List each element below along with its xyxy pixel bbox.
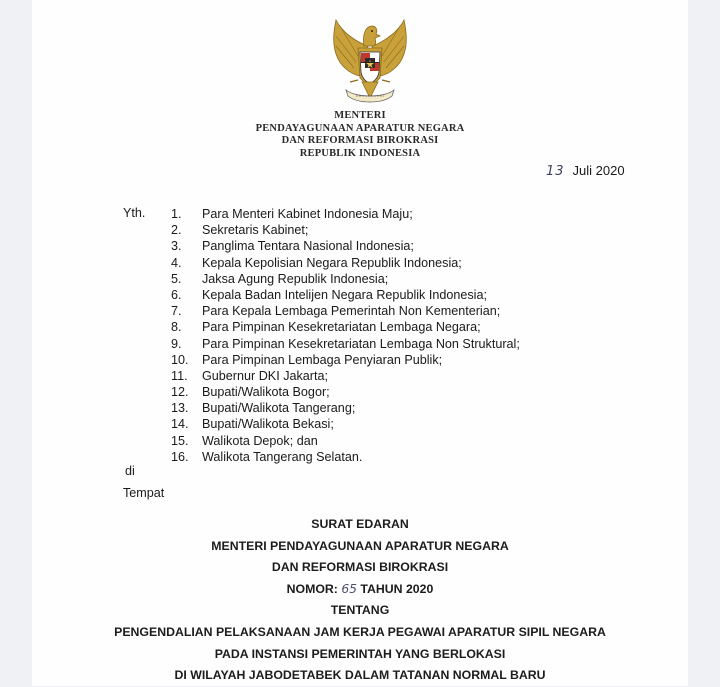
list-number: 4. bbox=[171, 255, 182, 270]
list-number: 16. bbox=[171, 449, 189, 464]
title-line-subject-3: DI WILAYAH JABODETABEK DALAM TATANAN NORMAL BARU bbox=[174, 668, 546, 683]
letterhead bbox=[32, 110, 688, 160]
salutation: Yth. bbox=[123, 206, 146, 220]
title-line-subject-1: PENGENDALIAN PELAKSANAAN JAM KERJA PEGAWAI APARATUR SIPIL NEGARA bbox=[114, 624, 606, 639]
list-number: 12. bbox=[171, 385, 189, 400]
title-line-nomor bbox=[32, 579, 688, 601]
list-text: Walikota Depok; dan bbox=[202, 433, 318, 448]
list-text: Sekretaris Kabinet; bbox=[202, 223, 309, 238]
list-text: Bupati/Walikota Bogor; bbox=[202, 385, 330, 400]
list-number: 1. bbox=[171, 207, 182, 221]
letterhead-line-4: REPUBLIK INDONESIA bbox=[299, 147, 421, 159]
list-number: 7. bbox=[171, 304, 182, 319]
list-number: 8. bbox=[171, 320, 182, 335]
list-text: Bupati/Walikota Bekasi; bbox=[202, 417, 334, 432]
document-page bbox=[32, 0, 688, 686]
list-number: 5. bbox=[171, 271, 182, 286]
list-number: 2. bbox=[171, 223, 182, 238]
tempat-label: Tempat bbox=[123, 486, 165, 500]
garuda-pancasila-emblem-icon bbox=[328, 16, 412, 106]
circular-title-block bbox=[32, 514, 688, 687]
di-label: di bbox=[125, 464, 135, 478]
list-text: Para Kepala Lembaga Pemerintah Non Kementerian; bbox=[202, 304, 501, 319]
list-number: 13. bbox=[171, 401, 189, 416]
list-number: 15. bbox=[171, 433, 189, 448]
list-text: Panglima Tentara Nasional Indonesia; bbox=[202, 239, 414, 254]
title-line-subject-2: PADA INSTANSI PEMERINTAH YANG BERLOKASI bbox=[214, 646, 506, 661]
title-line-menteri: MENTERI PENDAYAGUNAAN APARATUR NEGARA bbox=[211, 538, 509, 553]
title-line-surat-edaran: SURAT EDARAN bbox=[311, 517, 409, 531]
title-line-reformasi: DAN REFORMASI BIROKRASI bbox=[271, 560, 449, 575]
letter-date bbox=[546, 163, 625, 179]
list-text: Para Menteri Kabinet Indonesia Maju; bbox=[202, 207, 413, 221]
list-text: Bupati/Walikota Tangerang; bbox=[202, 401, 356, 416]
date-day-handwritten: 13 bbox=[546, 164, 565, 179]
nomor-handwritten: 65 bbox=[341, 581, 357, 596]
list-number: 9. bbox=[171, 336, 182, 351]
letterhead-line-2: PENDAYAGUNAAN APARATUR NEGARA bbox=[255, 122, 465, 134]
title-line-tentang: TENTANG bbox=[330, 603, 390, 618]
list-text: Kepala Badan Intelijen Negara Republik Indonesia; bbox=[202, 287, 487, 302]
list-text: Jaksa Agung Republik Indonesia; bbox=[202, 271, 389, 286]
list-text: Gubernur DKI Jakarta; bbox=[202, 368, 328, 383]
letterhead-line-3: DAN REFORMASI BIROKRASI bbox=[281, 135, 439, 146]
list-number: 14. bbox=[171, 417, 189, 432]
list-text: Kepala Kepolisian Negara Republik Indonesia; bbox=[202, 255, 462, 270]
list-number: 10. bbox=[171, 352, 189, 367]
list-text: Para Pimpinan Kesekretariatan Lembaga Negara; bbox=[202, 320, 481, 335]
list-number: 6. bbox=[171, 287, 182, 302]
list-text: Para Pimpinan Lembaga Penyiaran Publik; bbox=[202, 352, 443, 367]
date-month-year: Juli 2020 bbox=[572, 163, 625, 178]
list-number: 11. bbox=[171, 368, 188, 383]
list-number: 3. bbox=[171, 239, 182, 254]
nomor-suffix: TAHUN 2020 bbox=[360, 581, 434, 596]
nomor-prefix: NOMOR: bbox=[286, 581, 338, 596]
list-text: Walikota Tangerang Selatan. bbox=[202, 449, 363, 464]
list-text: Para Pimpinan Kesekretariatan Lembaga Non Struktural; bbox=[202, 336, 520, 351]
letterhead-line-1: MENTERI bbox=[334, 110, 386, 121]
